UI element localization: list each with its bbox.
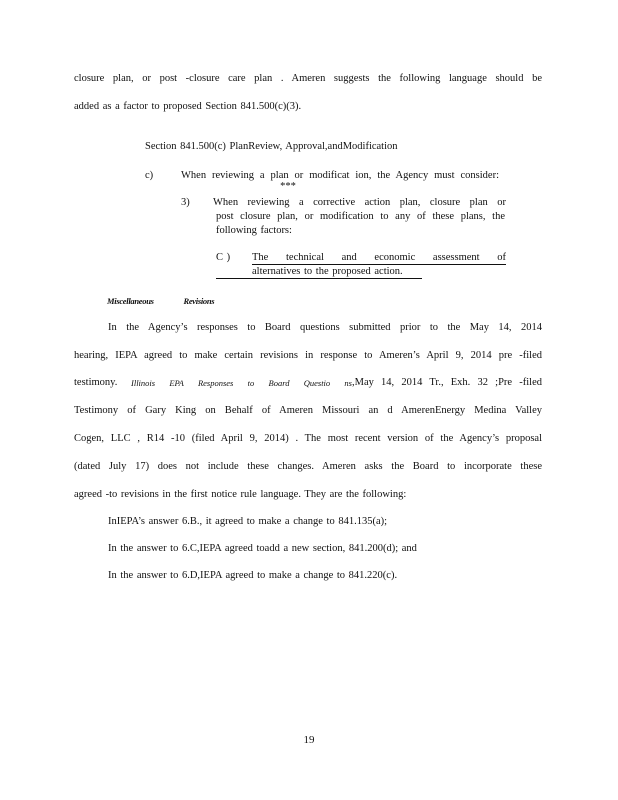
body-line: Cogen, LLC , R14 -10 (filed April 9, 2014) . The most recent version of the Agency’s proposal [74,433,542,444]
insertion-underline [216,278,422,279]
subsection-heading: Miscellaneous Revisions [107,296,215,306]
body-line: In the Agency’s responses to Board questions submitted prior to the May 14, 2014 [108,322,542,333]
body-line: ,May 14, 2014 Tr., Exh. 32 ;Pre -filed [352,377,542,388]
item-text: When reviewing a corrective action plan, closure plan or [213,197,506,208]
body-line: closure plan, or post -closure care plan . Ameren suggests the following language should be [74,73,542,84]
list-item: InIEPA’s answer 6.B., it agreed to make a change to 841.135(a); [108,516,388,527]
body-line: Testimony of Gary King on Behalf of Ameren Missouri an d AmerenEnergy Medina Valley [74,405,542,416]
item-text: post closure plan, or modification to any of these plans, the [216,211,505,222]
list-item: In the answer to 6.D,IEPA agreed to make a change to 841.220(c). [108,570,398,581]
ellipsis-stars: *** [280,181,296,192]
section-heading: Section 841.500(c) PlanReview, Approval,andModification [145,141,398,152]
inserted-text: The technical and economic assessment of [252,252,506,263]
body-line: agreed -to revisions in the first notice rule language. They are the following: [74,489,407,500]
page-number: 19 [303,734,315,746]
body-line: testimony. [74,377,118,388]
item-label: C ) [216,252,231,263]
citation-italic: Illinois EPA Responses to Board Questio ns [131,378,352,388]
item-label: 3) [181,197,190,208]
inserted-text: alternatives to the proposed action. [252,266,403,277]
item-text: When reviewing a plan or modificat ion, the Agency must consider: [181,170,499,181]
body-line: added as a factor to proposed Section 841.500(c)(3). [74,101,302,112]
body-line: hearing, IEPA agreed to make certain revisions in response to Ameren’s April 9, 2014 pre -filed [74,350,542,361]
list-item: In the answer to 6.C,IEPA agreed toadd a new section, 841.200(d); and [108,543,417,554]
item-label: c) [145,170,154,181]
item-text: following factors: [216,225,292,236]
body-line: (dated July 17) does not include these changes. Ameren asks the Board to incorporate these [74,461,542,472]
